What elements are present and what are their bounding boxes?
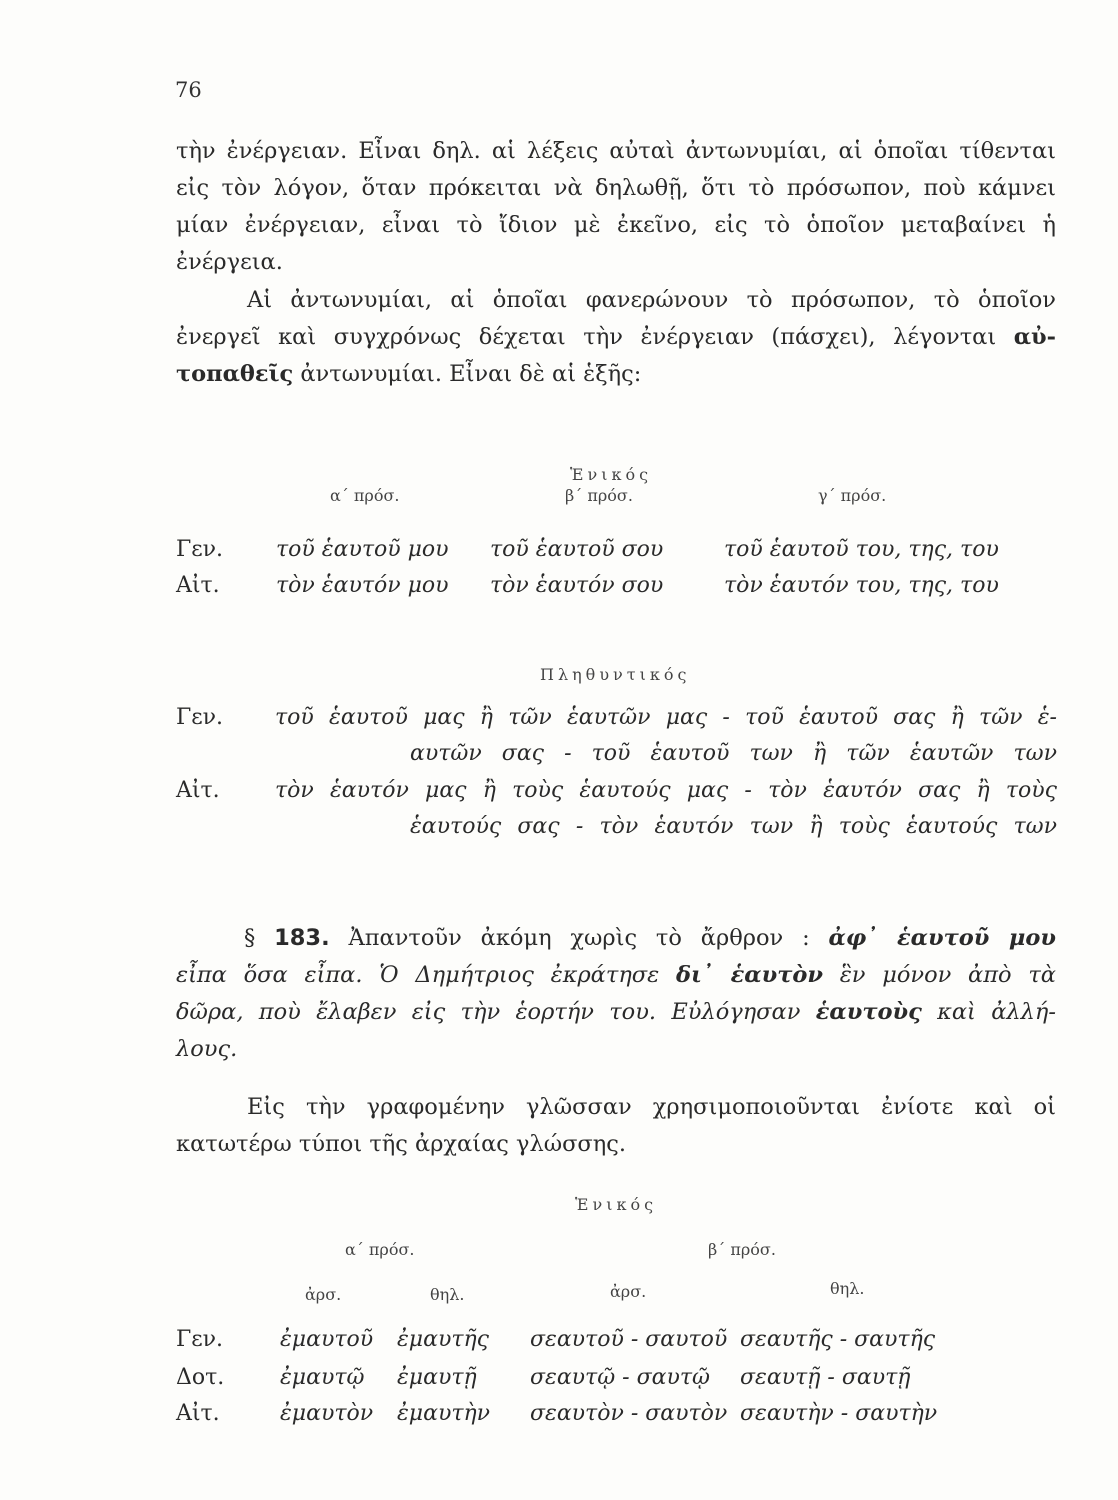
table2-acc-fem-1: ἐμαυτὴν [397,1401,491,1426]
table1-plural-label-acc: Αἰτ. [176,778,220,803]
example-aph-heautou-mou: ἀφ᾽ ἑαυτοῦ μου [828,925,1056,951]
section-183-line-4: λους. [176,1036,238,1062]
section-183-line-3-c: καὶ ἀλλή- [921,999,1056,1025]
table2-sub-masc-1: ἀρσ. [305,1285,342,1304]
para1-line-2: εἰς τὸν λόγον, ὅταν πρόκειται νὰ δηλωθῇ, ὅτι τὸ πρόσωπον, ποὺ κάμνει [176,175,1056,201]
para1-line-1: τὴν ἐνέργειαν. Εἶναι δηλ. αἱ λέξεις αὐταὶ ἀντωνυμίαι, αἱ ὁποῖαι τίθενται [176,138,1056,164]
section-intro: Ἀπαντοῦν ἀκόμη χωρὶς τὸ ἄρθρον : [329,925,829,951]
table1-acc-2nd: τὸν ἑαυτόν σου [490,573,664,598]
term-autopatheis-part2: τοπαθεῖς [176,361,294,387]
table1-plural-acc-line-2: ἑαυτούς σας - τὸν ἑαυτόν των ἢ τοὺς ἑαυτούς των [410,814,1057,839]
section-183-line-3-a: δῶρα, ποὺ ἔλαβεν εἰς τὴν ἑορτήν του. Εὐλόγησαν [176,999,816,1025]
table1-acc-1st: τὸν ἑαυτόν μου [276,573,449,598]
table2-sub-fem-2: θηλ. [830,1279,865,1298]
table1-plural-gen-line-2: αυτῶν σας - τοῦ ἑαυτοῦ των ἢ τῶν ἑαυτῶν των [410,741,1057,766]
section-183-line-2-c: ἓν μόνον ἀπὸ τὰ [822,962,1056,988]
table1-row-label-gen: Γεν. [176,537,224,562]
table1-header-3rd-person: γ΄ πρόσ. [818,486,887,505]
table1-gen-3rd: τοῦ ἑαυτοῦ του, της, του [724,537,999,562]
para2-line-2-text: ἐνεργεῖ καὶ συγχρόνως δέχεται τὴν ἐνέργειαν (πάσχει), λέγονται [176,324,1014,350]
table1-plural-label-gen: Γεν. [176,705,224,730]
para3-line-1: Εἰς τὴν γραφομένην γλῶσσαν χρησιμοποιοῦνται ἐνίοτε καὶ οἱ [247,1094,1056,1120]
para2-line-1: Αἱ ἀντωνυμίαι, αἱ ὁποῖαι φανερώνουν τὸ πρόσωπον, τὸ ὁποῖον [247,287,1056,313]
para3-line-2: κατωτέρω τύποι τῆς ἀρχαίας γλώσσης. [176,1131,627,1157]
table2-dat-fem-2: σεαυτῇ - σαυτῇ [740,1365,911,1390]
table2-dat-fem-1: ἐμαυτῇ [397,1365,477,1390]
table2-header-1st-person: α΄ πρόσ. [345,1240,415,1259]
section-183-line-3 [176,997,1056,1027]
table1-header-1st-person: α΄ πρόσ. [330,486,400,505]
term-autopatheis-part1: αὐ- [1013,324,1056,350]
para1-line-4: ἐνέργεια. [176,249,283,275]
para2-line-3-text: ἀντωνυμίαι. Εἶναι δὲ αἱ ἑξῆς: [293,361,642,387]
para2-line-3 [176,359,641,389]
table2-acc-masc-1: ἐμαυτὸν [280,1401,374,1426]
section-number: 183. [274,925,330,951]
table2-gen-fem-1: ἐμαυτῆς [397,1327,490,1352]
table2-sub-fem-1: θηλ. [430,1285,465,1304]
para2-line-2 [176,322,1056,352]
table2-label-dat: Δοτ. [176,1365,225,1390]
table2-gen-fem-2: σεαυτῆς - σαυτῆς [740,1327,936,1352]
table2-acc-masc-2: σεαυτὸν - σαυτὸν [530,1401,728,1426]
table2-singular-heading: Ἑνικός [575,1195,658,1214]
page-number: 76 [175,78,202,102]
table1-row-label-acc: Αἰτ. [176,573,220,598]
table2-label-acc: Αἰτ. [176,1401,220,1426]
table1-plural-gen-line-1: τοῦ ἑαυτοῦ μας ἢ τῶν ἑαυτῶν μας - τοῦ ἑαυτοῦ σας ἢ τῶν ἑ- [275,705,1057,730]
table2-header-2nd-person: β΄ πρόσ. [708,1240,776,1259]
table1-singular-heading: Ἑνικός [570,465,653,484]
table1-acc-3rd: τὸν ἑαυτόν του, της, του [724,573,999,598]
table2-dat-masc-1: ἐμαυτῷ [280,1365,365,1390]
table1-header-2nd-person: β΄ πρόσ. [565,486,633,505]
section-183-line-2 [176,960,1056,990]
table2-gen-masc-1: ἐμαυτοῦ [280,1327,374,1352]
section-183-line-1 [244,923,1056,953]
example-di-heauton: δι᾽ ἑαυτὸν [676,962,823,988]
table2-label-gen: Γεν. [176,1327,224,1352]
table1-plural-heading: Πληθυντικός [540,665,691,684]
example-heautous: ἑαυτοὺς [815,999,922,1025]
section-sign: § [244,925,256,951]
para1-line-3: μίαν ἐνέργειαν, εἶναι τὸ ἴδιον μὲ ἐκεῖνο, εἰς τὸ ὁποῖον μεταβαίνει ἡ [176,212,1056,238]
table2-acc-fem-2: σεαυτὴν - σαυτὴν [740,1401,938,1426]
table2-gen-masc-2: σεαυτοῦ - σαυτοῦ [530,1327,728,1352]
table1-gen-1st: τοῦ ἑαυτοῦ μου [276,537,449,562]
table2-dat-masc-2: σεαυτῷ - σαυτῷ [530,1365,710,1390]
table1-gen-2nd: τοῦ ἑαυτοῦ σου [490,537,664,562]
section-183-line-2-a: εἶπα ὅσα εἶπα. Ὁ Δημήτριος ἐκράτησε [176,962,676,988]
table1-plural-acc-line-1: τὸν ἑαυτόν μας ἢ τοὺς ἑαυτούς μας - τὸν ἑαυτόν σας ἢ τοὺς [275,778,1057,803]
table2-sub-masc-2: ἀρσ. [610,1282,647,1301]
